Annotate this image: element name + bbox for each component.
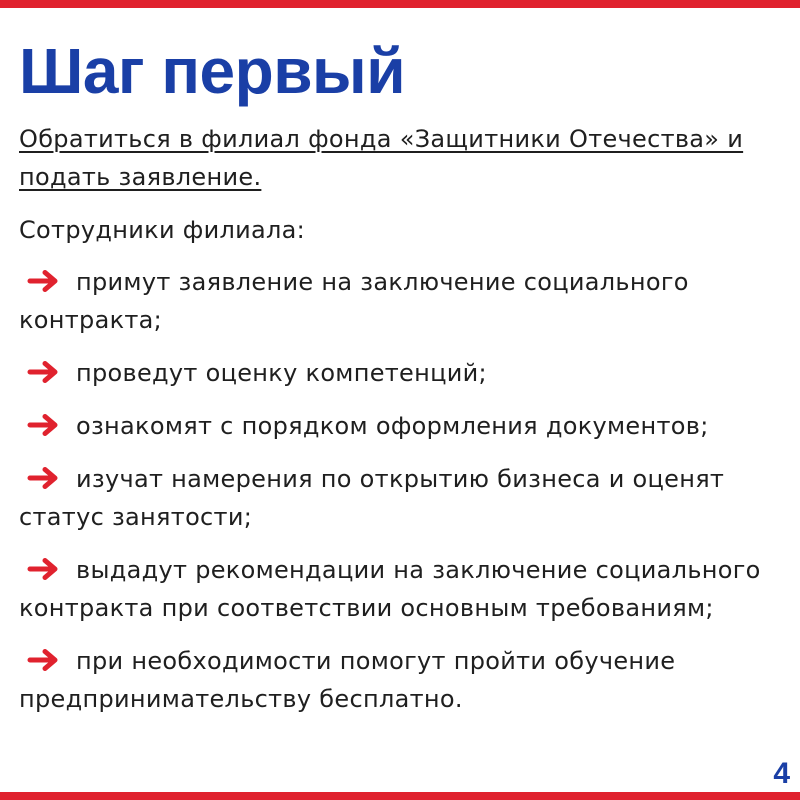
list-item-text: проведут оценку компетенций;: [76, 359, 487, 387]
top-accent-bar: [0, 0, 800, 8]
page-title: Шаг первый: [19, 35, 406, 107]
intro-text: Сотрудники филиала:: [19, 216, 306, 244]
list-item-text: при необходимости помогут пройти обучение предпринимательству бесплатно.: [19, 647, 676, 713]
arrow-right-icon: [27, 360, 63, 384]
list-item: [19, 642, 779, 718]
arrow-right-icon: [27, 413, 63, 437]
list-item: [19, 551, 779, 627]
bullet-list: [19, 263, 779, 718]
list-item: [19, 354, 779, 392]
list-item: [19, 407, 779, 445]
list-item-text: изучат намерения по открытию бизнеса и оценят статус занятости;: [19, 465, 725, 531]
content: [19, 120, 779, 733]
bottom-accent-bar: [0, 792, 800, 800]
list-item-text: ознакомят с порядком оформления документов;: [76, 412, 709, 440]
arrow-right-icon: [27, 557, 63, 581]
arrow-right-icon: [27, 466, 63, 490]
list-item-text: выдадут рекомендации на заключение социального контракта при соответствии основным требованиям;: [19, 556, 761, 622]
list-item: [19, 263, 779, 339]
arrow-right-icon: [27, 648, 63, 672]
list-item: [19, 460, 779, 536]
lead-instruction: Обратиться в филиал фонда «Защитники Отечества» и подать заявление.: [19, 125, 744, 191]
list-item-text: примут заявление на заключение социального контракта;: [19, 268, 689, 334]
arrow-right-icon: [27, 269, 63, 293]
page-number: 4: [773, 757, 790, 790]
